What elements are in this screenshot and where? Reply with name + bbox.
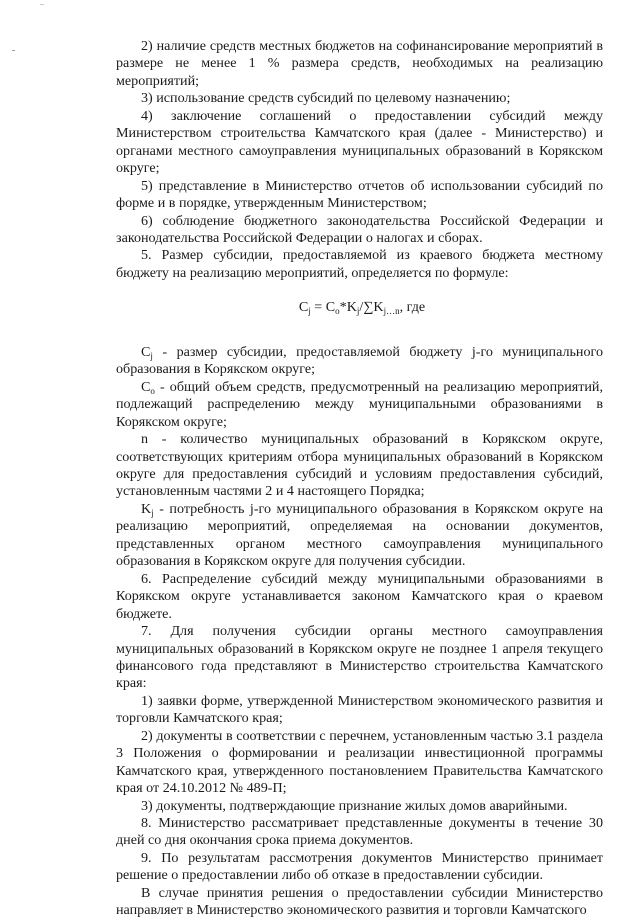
- definition-co: $C_o$ - общий объем средств, предусмотренный на реализацию мероприятий, подлежащий распределению между муниципальными образованиями в Корякском округе;: [116, 378, 603, 430]
- paragraph: В случае принятия решения о предоставлении субсидии Министерство направляет в Министерство экономического развития и торговли Камчатского: [116, 884, 603, 919]
- paragraph: 5) представление в Министерство отчетов об использовании субсидий по форме и в порядке, утвержденным Министерством;: [116, 177, 603, 212]
- paragraph: 3) использование средств субсидий по целевому назначению;: [141, 90, 511, 107]
- paragraph: 2) документы в соответствии с перечнем, установленным частью 3.1 раздела 3 Положения о формировании и реализации инвестиционной программы Камчатского края, утвержденного постановлением Правительства Камчатского края от 24.10.2012 № 489-П;: [116, 727, 603, 797]
- paragraph: 6. Распределение субсидий между муниципальными образованиями в Корякском округе устанавливается законом Камчатского края о краевом бюджете.: [116, 570, 603, 622]
- paragraph: 7. Для получения субсидии органы местного самоуправления муниципальных образований в Корякском округе не позднее 1 апреля текущего финансового года представляют в Министерство строительства Камчатского края:: [116, 623, 603, 692]
- paragraph: 4) заключение соглашений о предоставлении субсидий между Министерством строительства Камчатского края (далее - Министерство) и органами местного самоуправления муниципальных образований в Корякском округе;: [116, 107, 603, 177]
- scan-mark: [40, 4, 44, 5]
- paragraph: 3) документы, подтверждающие признание жилых домов аварийными.: [141, 797, 568, 814]
- paragraph: 5. Размер субсидии, предоставляемой из краевого бюджета местному бюджету на реализацию мероприятий, определяется по формуле:: [116, 247, 603, 281]
- formula: $C_j = C_o*K_j/\sum K_{j\dots n}$, где: [298, 299, 426, 317]
- definition-kj: $K_j$ - потребность j-го муниципального образования в Корякском округе на реализацию мероприятий, определяемая на основании документов, представленных органом местного самоуправления муниципального образования в Корякском округе для получения субсидии.: [116, 500, 603, 570]
- paragraph: 9. По результатам рассмотрения документов Министерство принимает решение о предоставлении либо об отказе в предоставлении субсидии.: [116, 849, 603, 884]
- document-page: [116, 38, 603, 920]
- definition-n: n - количество муниципальных образований в Корякском округе, соответствующих критериям отбора муниципальных образований в Корякском округе для предоставления субсидий и условиям предоставления субсидий, установленным частями 2 и 4 настоящего Порядка;: [116, 431, 603, 500]
- paragraph: 6) соблюдение бюджетного законодательства Российской Федерации и законодательства Российской Федерации о налогах и сборах.: [116, 212, 603, 246]
- paragraph: 1) заявки форме, утвержденной Министерством экономического развития и торговли Камчатского края;: [116, 692, 603, 727]
- paragraph: 8. Министерство рассматривает представленные документы в течение 30 дней со дня окончания срока приема документов.: [116, 815, 603, 849]
- paragraph: 2) наличие средств местных бюджетов на софинансирование мероприятий в размере не менее 1 % размера средств, необходимых на реализацию мероприятий;: [116, 38, 603, 89]
- scan-mark: [12, 50, 15, 51]
- definition-cj: $C_j$ - размер субсидии, предоставляемой бюджету j-го муниципального образования в Корякском округе;: [116, 343, 603, 378]
